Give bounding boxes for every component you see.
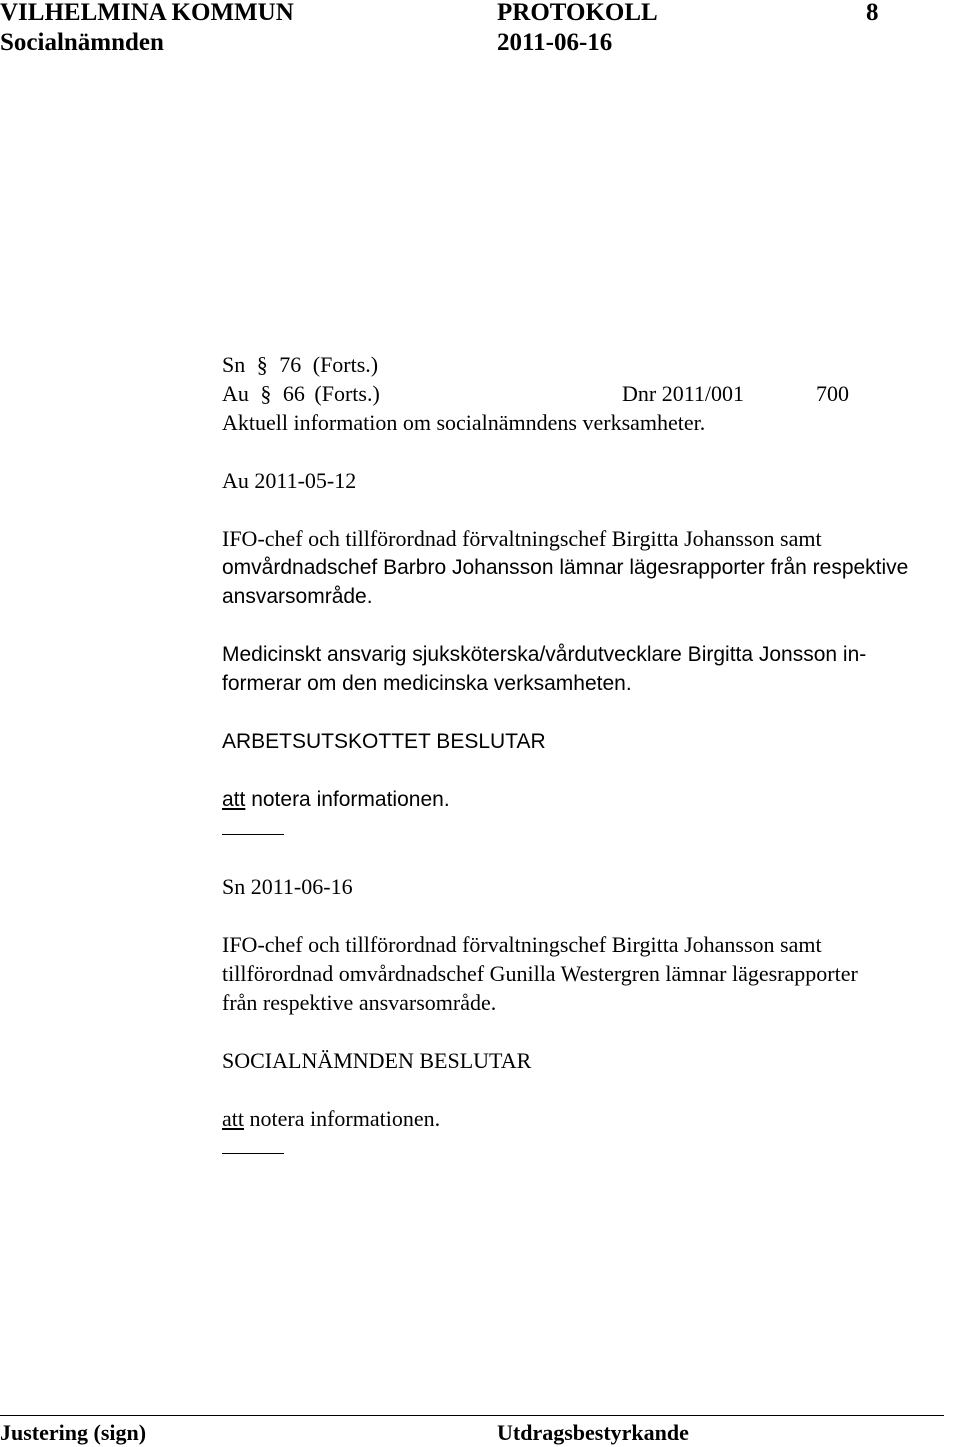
sn-para-line2: tillförordnad omvårdnadschef Gunilla Westergren lämnar lägesrapporter [222, 961, 858, 986]
au-label: Au [222, 381, 249, 406]
au-decision-heading: ARBETSUTSKOTTET BESLUTAR [222, 730, 546, 753]
sn-end-rule [222, 1153, 284, 1154]
au-end-rule [222, 834, 284, 835]
au-number: 66 [282, 381, 305, 406]
sn-para-line3: från respektive ansvarsområde. [222, 990, 497, 1015]
au-block-heading: Au 2011-05-12 [222, 468, 357, 493]
au-decision-text [222, 785, 450, 814]
footer-utdrag: Utdragsbestyrkande [497, 1420, 689, 1445]
au-decision-rest: notera informationen. [245, 788, 450, 811]
sn-para-line1: IFO-chef och tillförordnad förvaltningschef Birgitta Johansson samt [222, 932, 822, 957]
sn-paragraph-sign: § [256, 352, 268, 377]
header-page-number: 8 [866, 0, 879, 26]
au-decision-att: att [222, 788, 246, 811]
section-subject: Aktuell information om socialnämndens verksamheter. [222, 410, 706, 435]
footer-rule [0, 1415, 944, 1416]
sn-continued: (Forts.) [312, 352, 379, 377]
au-paragraph-sign: § [260, 381, 272, 406]
footer-justering: Justering (sign) [0, 1420, 147, 1445]
sn-decision-heading: SOCIALNÄMNDEN BESLUTAR [222, 1048, 532, 1073]
au-continued: (Forts.) [314, 381, 380, 406]
sn-decision-rest: notera informationen. [244, 1106, 441, 1131]
au-para2-line1: Medicinskt ansvarig sjuksköterska/vårdutvecklare Birgitta Jonsson in- [222, 643, 867, 666]
header-org: VILHELMINA KOMMUN [0, 0, 294, 26]
dnr-code: 700 [816, 381, 849, 406]
sn-label: Sn [222, 352, 246, 377]
sn-number: 76 [279, 352, 302, 377]
sn-section-line [222, 350, 378, 379]
au-para1-line3: ansvarsområde. [222, 585, 373, 608]
header-committee: Socialnämnden [0, 29, 164, 56]
au-section-line [222, 379, 380, 408]
sn-block-heading: Sn 2011-06-16 [222, 874, 353, 899]
dnr-number: Dnr 2011/001 [622, 381, 745, 406]
header-date: 2011-06-16 [497, 29, 613, 56]
au-para1-line2: omvårdnadschef Barbro Johansson lämnar lägesrapporter från respektive [222, 556, 909, 579]
sn-decision-text [222, 1104, 440, 1133]
au-para1-line1: IFO-chef och tillförordnad förvaltningschef Birgitta Johansson samt [222, 526, 822, 551]
header-doc-type: PROTOKOLL [497, 0, 658, 26]
au-para2-line2: formerar om den medicinska verksamheten. [222, 672, 632, 695]
sn-decision-att: att [222, 1106, 244, 1131]
